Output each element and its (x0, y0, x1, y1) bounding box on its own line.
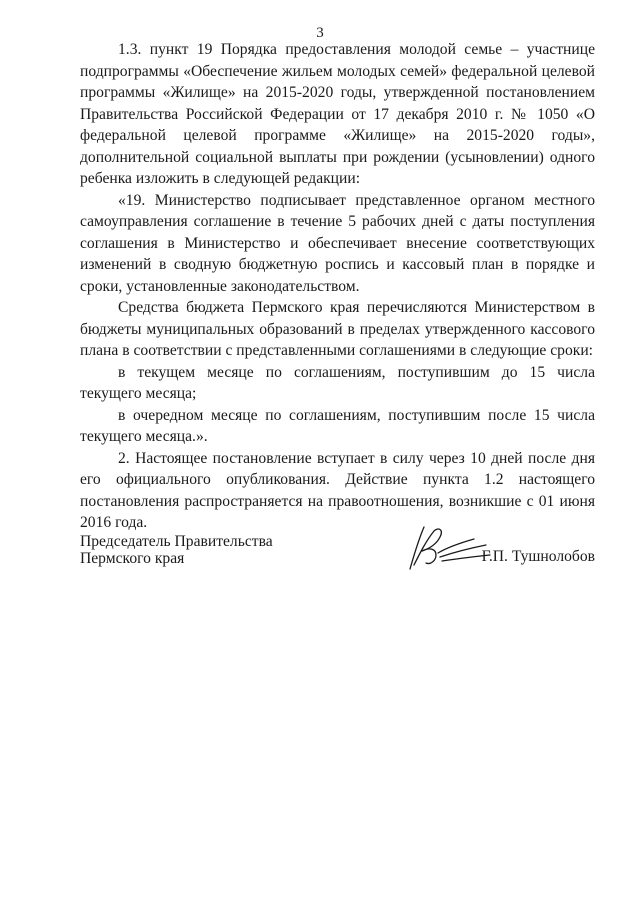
paragraph-budget-funds: Средства бюджета Пермского края перечисляются Министерством в бюджеты муниципальных образований в пределах утвержденного кассового плана в соответствии с представленными соглашениями в следующие сроки: (80, 299, 595, 359)
handwritten-signature (400, 525, 492, 571)
paragraph-19: «19. Министерство подписывает представленное органом местного самоуправления соглашение в течение 5 рабочих дней с даты поступления соглашения в Министерство и обеспечивает внесение соответствующих изменений в сводную бюджетную роспись и кассовый план в порядке и сроки, установленные законодательством. (80, 191, 595, 295)
signer-title-line2: Пермского края (80, 550, 185, 567)
paragraph-1-3: 1.3. пункт 19 Порядка предоставления молодой семье – участнице подпрограммы «Обеспечение жильем молодых семей» федеральной целевой программы «Жилище» на 2015-2020 годы, утвержденной постановлением Правительства Российской Федерации от 17 декабря 2010 г. № 1050 «О федеральной целевой программе «Жилище» на 2015-2020 годы», дополнительной социальной выплаты при рождении (усыновлении) одного ребенка изложить в следующей редакции: (80, 41, 595, 187)
paragraph-next-month: в очередном месяце по соглашениям, поступившим после 15 числа текущего месяца.». (80, 406, 595, 445)
document-body (80, 39, 595, 534)
signer-title-line1: Председатель Правительства (80, 533, 273, 550)
signer-name: Г.П. Тушнолобов (481, 548, 595, 565)
signature-block (80, 533, 595, 593)
paragraph-current-month: в текущем месяце по соглашениям, поступившим до 15 числа текущего месяца; (80, 363, 595, 402)
signer-title (80, 533, 273, 567)
page-number: 3 (316, 25, 324, 41)
paragraph-effective-date: 2. Настоящее постановление вступает в силу через 10 дней после дня его официального опубликования. Действие пункта 1.2 настоящего постановления распространяется на правоотношения, возникшие с 01 июня 2016 года. (80, 449, 595, 531)
